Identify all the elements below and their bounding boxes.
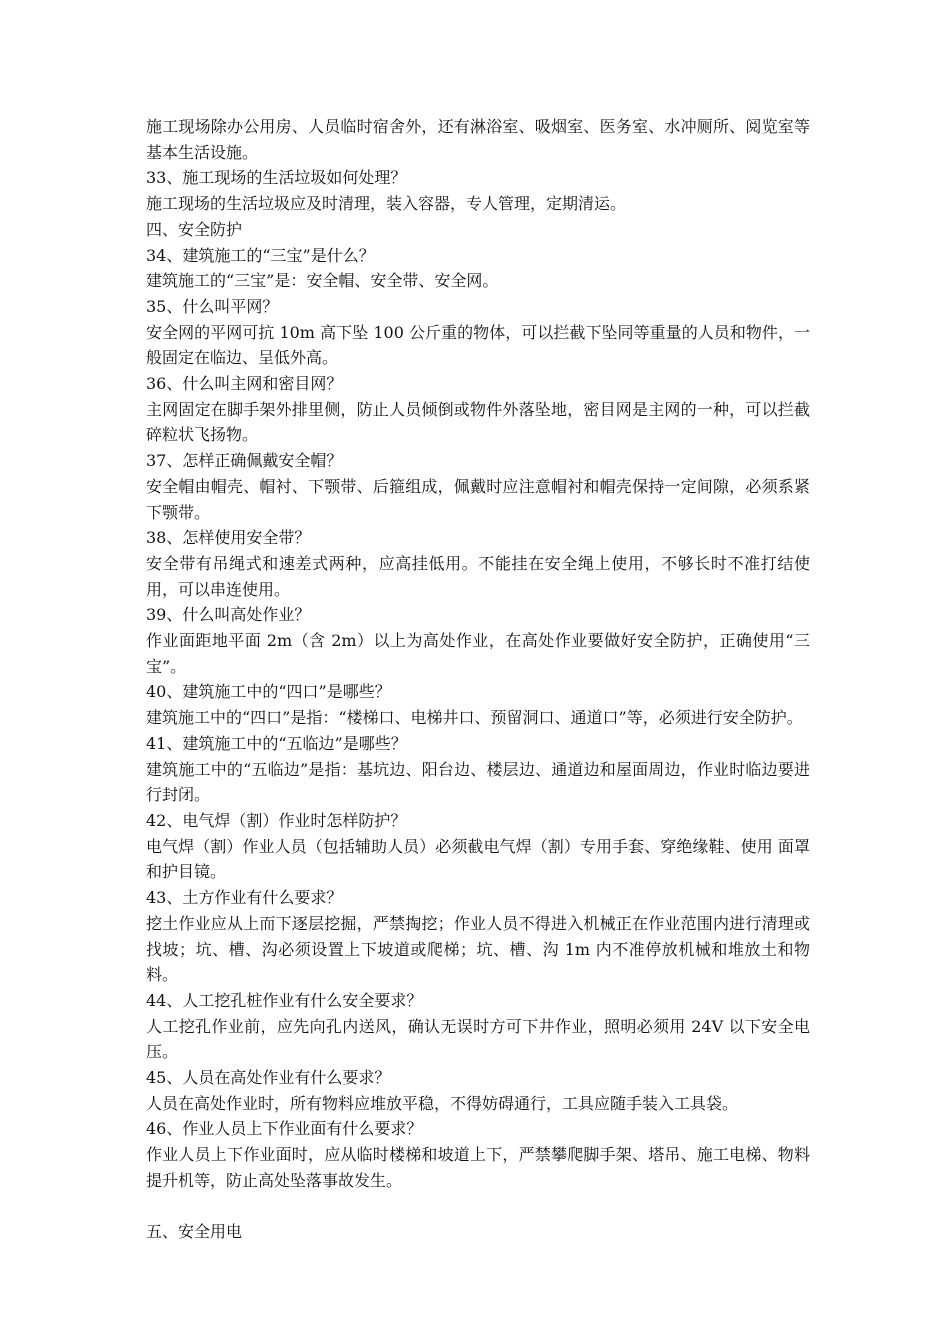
answer-37: 安全帽由帽壳、帽衬、下颚带、后箍组成，佩戴时应注意帽衬和帽壳保持一定间隙，必须系紧下颚带。 [146,476,810,522]
answer-40: 建筑施工中的“四口”是指：“楼梯口、电梯井口、预留洞口、通道口”等，必须进行安全防护。 [146,708,803,728]
question-37: 37、怎样正确佩戴安全帽？ [146,451,343,471]
answer-36: 主网固定在脚手架外排里侧，防止人员倾倒或物件外落坠地，密目网是主网的一种，可以拦截碎粒状飞扬物。 [146,399,810,445]
question-45: 45、人员在高处作业有什么要求？ [146,1068,391,1088]
question-33: 33、施工现场的生活垃圾如何处理？ [146,168,407,188]
answer-38: 安全带有吊绳式和速差式两种，应高挂低用。不能挂在安全绳上使用，不够长时不准打结使用，可以串连使用。 [146,553,810,599]
answer-39: 作业面距地平面 2m（含 2m）以上为高处作业，在高处作业要做好安全防护，正确使用“三宝”。 [146,631,810,676]
paragraph-facilities: 施工现场除办公用房、人员临时宿舍外，还有淋浴室、吸烟室、医务室、水冲厕所、阅览室等基本生活设施。 [146,117,810,162]
document-page [146,114,810,1245]
answer-44: 人工挖孔作业前，应先向孔内送风，确认无误时方可下井作业，照明必须用 24V 以下安全电压。 [146,1016,810,1062]
answer-45: 人员在高处作业时，所有物料应堆放平稳，不得妨碍通行，工具应随手装入工具袋。 [146,1093,739,1113]
answer-35: 安全网的平网可抗 10m 高下坠 100 公斤重的物体，可以拦截下坠同等重量的人员和物件，一般固定在临边、呈低外高。 [146,322,810,368]
answer-43: 挖土作业应从上而下逐层挖掘，严禁掏挖；作业人员不得进入机械正在作业范围内进行清理或找坡；坑、槽、沟必须设置上下坡道或爬梯；坑、槽、沟 1m 内不准停放机械和堆放土和物料。 [146,913,810,985]
question-43: 43、土方作业有什么要求？ [146,888,343,908]
answer-41: 建筑施工中的“五临边”是指：基坑边、阳台边、楼层边、通道边和屋面周边，作业时临边要进行封闭。 [146,759,810,805]
question-46: 46、作业人员上下作业面有什么要求？ [146,1119,423,1139]
question-38: 38、怎样使用安全带？ [146,528,311,548]
section-heading-5: 五、安全用电 [146,1222,243,1242]
answer-46: 作业人员上下作业面时，应从临时楼梯和坡道上下，严禁攀爬脚手架、塔吊、施工电梯、物料提升机等，防止高处坠落事故发生。 [146,1145,810,1190]
question-42: 42、电气焊（割）作业时怎样防护？ [146,810,407,830]
question-44: 44、人工挖孔桩作业有什么安全要求？ [146,990,423,1010]
question-36: 36、什么叫主网和密目网？ [146,374,343,394]
question-35: 35、什么叫平网？ [146,296,279,316]
question-34: 34、建筑施工的“三宝”是什么？ [146,245,375,265]
answer-34: 建筑施工的“三宝”是：安全帽、安全带、安全网。 [146,271,499,291]
answer-33: 施工现场的生活垃圾应及时清理，装入容器，专人管理，定期清运。 [146,194,627,214]
answer-42: 电气焊（割）作业人员（包括辅助人员）必须截电气焊（割）专用手套、穿绝缘鞋、使用 面罩和护目镜。 [146,836,810,882]
section-heading-4: 四、安全防护 [146,219,243,239]
section-spacer [146,1194,810,1220]
question-39: 39、什么叫高处作业？ [146,605,311,625]
question-41: 41、建筑施工中的“五临边”是哪些？ [146,733,407,753]
question-40: 40、建筑施工中的“四口”是哪些？ [146,682,391,702]
